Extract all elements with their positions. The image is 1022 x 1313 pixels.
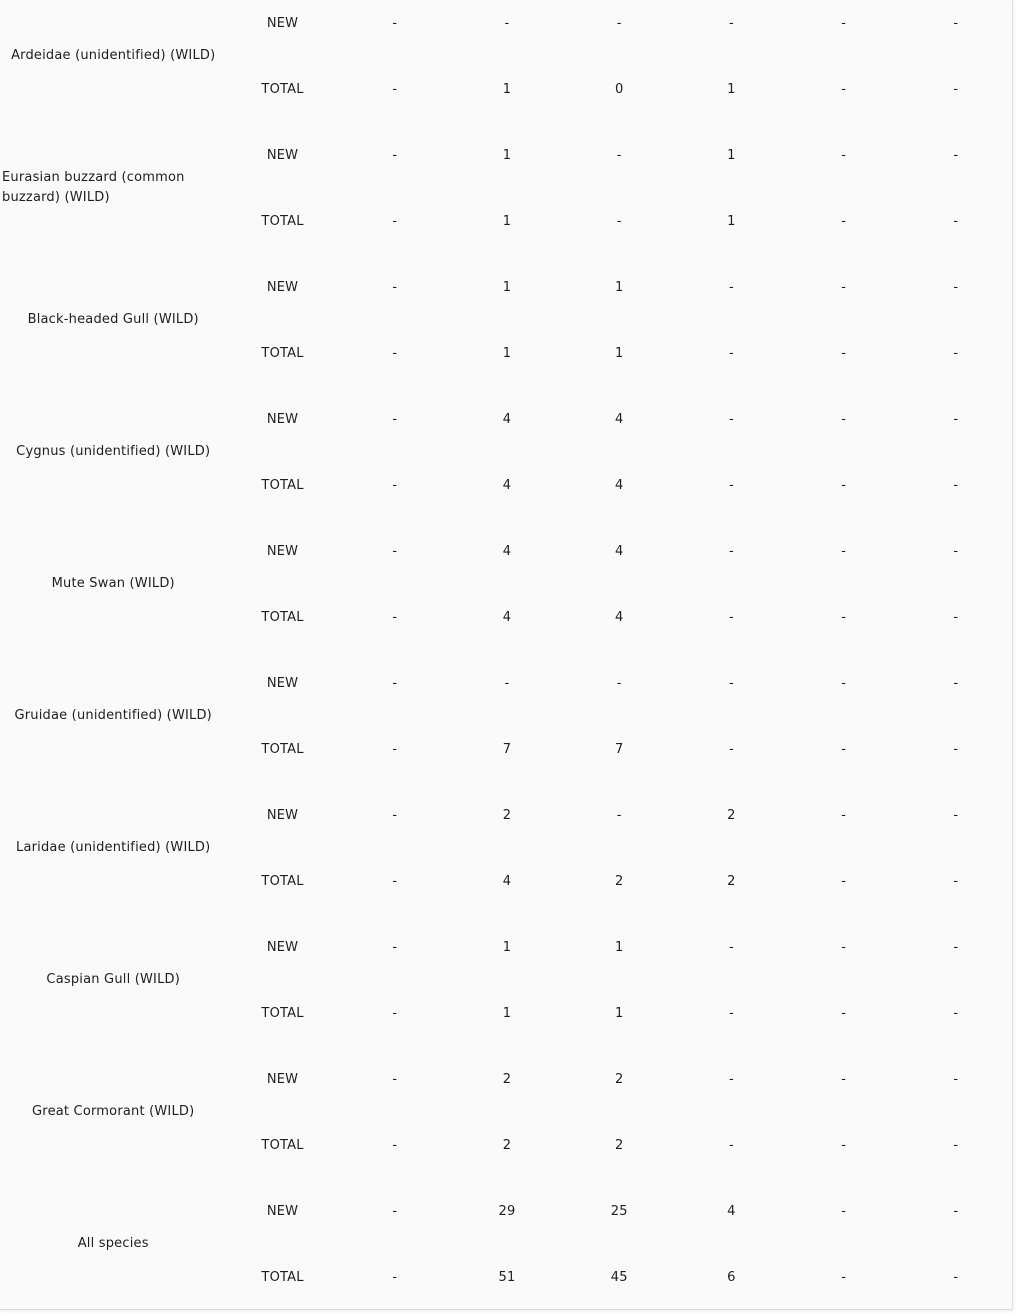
- table-cell: -: [953, 345, 959, 361]
- table-cell: 4: [614, 543, 624, 559]
- table-cell: -: [616, 147, 622, 163]
- species-name: Great Cormorant (WILD): [32, 1104, 195, 1119]
- table-cell: -: [728, 939, 734, 955]
- species-name: Mute Swan (WILD): [51, 576, 175, 591]
- new-row-label: NEW: [266, 1203, 299, 1219]
- table-cell: -: [953, 543, 959, 559]
- total-row-label: TOTAL: [261, 345, 304, 361]
- table-cell: -: [728, 1071, 734, 1087]
- table-cell: 2: [727, 873, 736, 889]
- table-cell: 29: [498, 1203, 516, 1219]
- table-cell: 1: [614, 939, 624, 955]
- table-cell: -: [953, 477, 959, 493]
- table-cell: 7: [614, 741, 624, 757]
- table-cell: 1: [727, 147, 736, 163]
- table-cell: -: [841, 81, 847, 97]
- table-cell: -: [841, 345, 847, 361]
- table-cell: -: [953, 675, 959, 691]
- new-row-label: NEW: [266, 15, 299, 31]
- table-cell: -: [728, 1005, 734, 1021]
- table-row: [0, 254, 1012, 320]
- table-cell: -: [953, 81, 959, 97]
- table-cell: 0: [614, 81, 624, 97]
- table-cell: -: [504, 675, 510, 691]
- species-name: Black-headed Gull (WILD): [27, 312, 199, 327]
- table-cell: -: [728, 543, 734, 559]
- total-row-label: TOTAL: [261, 81, 304, 97]
- table-cell: 4: [502, 477, 512, 493]
- table-cell: -: [953, 279, 959, 295]
- table-cell: -: [392, 807, 398, 823]
- table-cell: -: [841, 807, 847, 823]
- table-cell: 1: [727, 213, 736, 229]
- table-cell: -: [953, 213, 959, 229]
- table-cell: 6: [727, 1269, 736, 1285]
- table-cell: -: [392, 411, 398, 427]
- table-cell: -: [841, 1269, 847, 1285]
- table-cell: -: [953, 1137, 959, 1153]
- total-row-label: TOTAL: [261, 609, 304, 625]
- table-cell: 1: [614, 345, 624, 361]
- table-cell: -: [841, 543, 847, 559]
- table-cell: 2: [727, 807, 736, 823]
- species-name: Cygnus (unidentified) (WILD): [16, 444, 211, 459]
- table-cell: -: [953, 939, 959, 955]
- total-row-label: TOTAL: [261, 477, 304, 493]
- table-cell: 2: [614, 873, 624, 889]
- table-cell: -: [953, 741, 959, 757]
- table-cell: -: [953, 147, 959, 163]
- table-cell: -: [728, 477, 734, 493]
- table-cell: 4: [614, 477, 624, 493]
- table-cell: -: [616, 675, 622, 691]
- table-cell: -: [392, 675, 398, 691]
- table-cell: -: [841, 1005, 847, 1021]
- table-cell: -: [392, 345, 398, 361]
- table-cell: -: [392, 147, 398, 163]
- table-cell: -: [392, 1203, 398, 1219]
- table-cell: -: [392, 543, 398, 559]
- species-name: Ardeidae (unidentified) (WILD): [11, 48, 216, 63]
- table-cell: -: [953, 1269, 959, 1285]
- table-cell: -: [841, 1203, 847, 1219]
- new-row-label: NEW: [266, 411, 299, 427]
- table-cell: -: [841, 939, 847, 955]
- table-cell: -: [841, 741, 847, 757]
- table-cell: -: [392, 741, 398, 757]
- table-cell: -: [841, 1071, 847, 1087]
- table-cell: -: [728, 1137, 734, 1153]
- species-name: Laridae (unidentified) (WILD): [16, 840, 211, 855]
- table-cell: -: [616, 807, 622, 823]
- table-cell: 1: [502, 1005, 512, 1021]
- table-cell: -: [392, 81, 398, 97]
- table-cell: -: [841, 477, 847, 493]
- table-cell: -: [728, 279, 734, 295]
- total-row-label: TOTAL: [261, 741, 304, 757]
- table-cell: -: [841, 15, 847, 31]
- table-cell: -: [392, 873, 398, 889]
- new-row-label: NEW: [266, 543, 299, 559]
- table-row: [0, 122, 1012, 188]
- table-cell: -: [392, 213, 398, 229]
- table-cell: -: [392, 1269, 398, 1285]
- table-cell: -: [728, 345, 734, 361]
- table-cell: -: [841, 279, 847, 295]
- table-cell: -: [841, 147, 847, 163]
- table-cell: 2: [502, 807, 512, 823]
- table-cell: 4: [502, 609, 512, 625]
- table-cell: 1: [614, 1005, 624, 1021]
- table-cell: 2: [614, 1137, 624, 1153]
- table-cell: -: [728, 609, 734, 625]
- table-cell: 2: [502, 1137, 512, 1153]
- table-row: [0, 1046, 1012, 1112]
- table-cell: -: [953, 1071, 959, 1087]
- table-cell: 25: [610, 1203, 628, 1219]
- new-row-label: NEW: [266, 675, 299, 691]
- table-cell: 4: [502, 873, 512, 889]
- table-cell: 1: [502, 213, 512, 229]
- table-cell: 2: [502, 1071, 512, 1087]
- table-cell: -: [953, 411, 959, 427]
- table-cell: 4: [502, 543, 512, 559]
- table-cell: -: [392, 279, 398, 295]
- species-name: Eurasian buzzard (common buzzard) (WILD): [2, 170, 185, 205]
- new-row-label: NEW: [266, 147, 299, 163]
- table-cell: -: [841, 1137, 847, 1153]
- table-cell: 1: [502, 147, 512, 163]
- table-row: [0, 650, 1012, 716]
- table-row: [0, 914, 1012, 980]
- table-cell: -: [392, 477, 398, 493]
- new-row-label: NEW: [266, 279, 299, 295]
- table-cell: 2: [614, 1071, 624, 1087]
- table-cell: -: [953, 873, 959, 889]
- table-cell: 4: [614, 609, 624, 625]
- table-cell: -: [392, 609, 398, 625]
- species-name: Gruidae (unidentified) (WILD): [14, 708, 212, 723]
- table-cell: -: [841, 873, 847, 889]
- total-row-label: TOTAL: [261, 213, 304, 229]
- table-cell: -: [841, 411, 847, 427]
- species-name: Caspian Gull (WILD): [46, 972, 180, 987]
- table-cell: 51: [498, 1269, 516, 1285]
- table-row: [0, 782, 1012, 848]
- table-cell: -: [728, 411, 734, 427]
- table-cell: -: [841, 675, 847, 691]
- table-cell: -: [841, 213, 847, 229]
- total-row-label: TOTAL: [261, 1137, 304, 1153]
- new-row-label: NEW: [266, 807, 299, 823]
- table-cell: -: [841, 609, 847, 625]
- table-cell: 1: [614, 279, 624, 295]
- table-cell: -: [504, 15, 510, 31]
- table-cell: 1: [502, 81, 512, 97]
- total-row-label: TOTAL: [261, 1005, 304, 1021]
- table-cell: 4: [502, 411, 512, 427]
- table-cell: 4: [727, 1203, 736, 1219]
- table-cell: -: [953, 807, 959, 823]
- table-cell: 4: [614, 411, 624, 427]
- total-row-label: TOTAL: [261, 1269, 304, 1285]
- table-cell: -: [728, 741, 734, 757]
- table-cell: -: [953, 1005, 959, 1021]
- table-row: [0, 386, 1012, 452]
- table-cell: 1: [502, 345, 512, 361]
- table-cell: -: [392, 939, 398, 955]
- table-cell: -: [728, 15, 734, 31]
- table-cell: -: [392, 1005, 398, 1021]
- table-cell: 45: [610, 1269, 628, 1285]
- table-cell: -: [392, 15, 398, 31]
- table-row: [0, 1178, 1012, 1244]
- table-cell: -: [728, 675, 734, 691]
- table-cell: -: [953, 609, 959, 625]
- table-cell: 7: [502, 741, 512, 757]
- table-cell: 1: [727, 81, 736, 97]
- total-row-label: TOTAL: [261, 873, 304, 889]
- table-cell: 1: [502, 279, 512, 295]
- table-cell: -: [392, 1137, 398, 1153]
- table-cell: -: [392, 1071, 398, 1087]
- table-cell: -: [616, 15, 622, 31]
- new-row-label: NEW: [266, 939, 299, 955]
- new-row-label: NEW: [266, 1071, 299, 1087]
- table-row: [0, 518, 1012, 584]
- table-row: [0, 0, 1012, 56]
- table-cell: -: [616, 213, 622, 229]
- table-cell: -: [953, 15, 959, 31]
- table-cell: -: [953, 1203, 959, 1219]
- table-cell: 1: [502, 939, 512, 955]
- species-name: All species: [77, 1236, 149, 1251]
